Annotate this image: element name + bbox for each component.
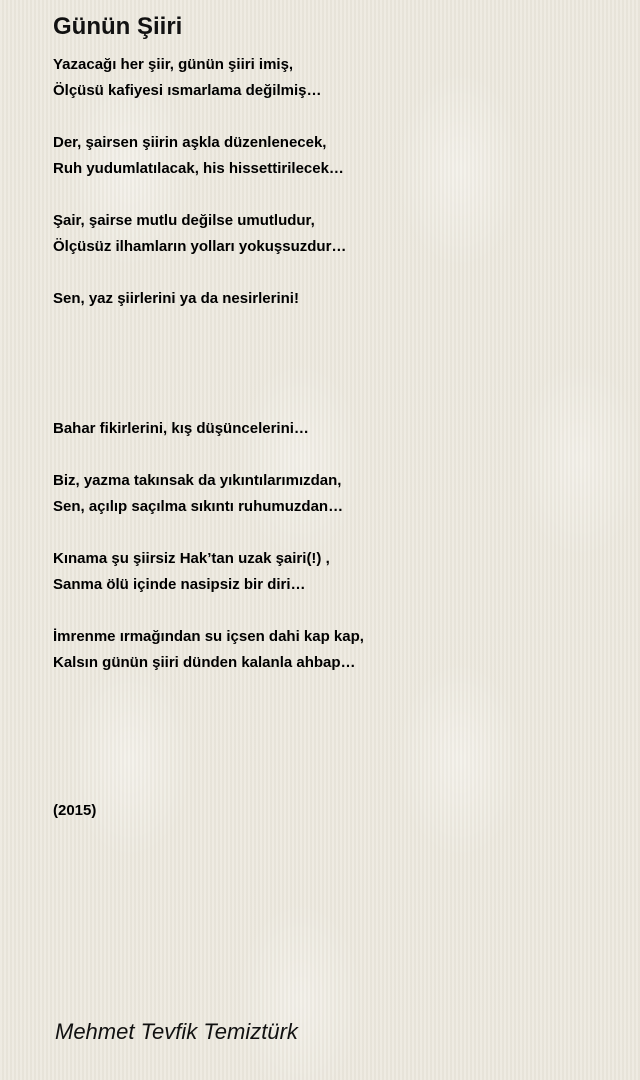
poem-line: Sen, açılıp saçılma sıkıntı ruhumuzdan… <box>53 498 344 515</box>
stanza <box>53 286 613 312</box>
poem-line: Şair, şairse mutlu değilse umutludur, <box>53 212 315 229</box>
stanza <box>53 52 613 104</box>
poem-line: Biz, yazma takınsak da yıkıntılarımızdan, <box>53 472 342 489</box>
poem-line: Kalsın günün şiiri dünden kalanla ahbap… <box>53 654 356 671</box>
poem-line: Ölçüsüz ilhamların yolları yokuşsuzdur… <box>53 238 347 255</box>
stanza <box>53 416 613 442</box>
poem-line: Sen, yaz şiirlerini ya da nesirlerini! <box>53 290 299 307</box>
stanza <box>53 546 613 598</box>
poem-line: Yazacağı her şiir, günün şiiri imiş, <box>53 56 294 73</box>
poem-line: Ölçüsü kafiyesi ısmarlama değilmiş… <box>53 82 322 99</box>
poem-line: Ruh yudumlatılacak, his hissettirilecek… <box>53 160 344 177</box>
poem-line: İmrenme ırmağından su içsen dahi kap kap, <box>53 628 364 645</box>
poem-line: Der, şairsen şiirin aşkla düzenlenecek, <box>53 134 327 151</box>
stanza <box>53 130 613 182</box>
poem-date: (2015) <box>53 802 97 819</box>
poem-line: Sanma ölü içinde nasipsiz bir diri… <box>53 576 306 593</box>
poem-body <box>53 52 613 702</box>
stanza <box>53 468 613 520</box>
author-signature: Mehmet Tevfik Temiztürk <box>55 1019 298 1044</box>
poem-line: Kınama şu şiirsiz Hak’tan uzak şairi(!) , <box>53 550 330 567</box>
poem-line: Bahar fikirlerini, kış düşüncelerini… <box>53 420 309 437</box>
poem-title: Günün Şiiri <box>53 13 183 40</box>
stanza <box>53 624 613 676</box>
stanza <box>53 208 613 260</box>
